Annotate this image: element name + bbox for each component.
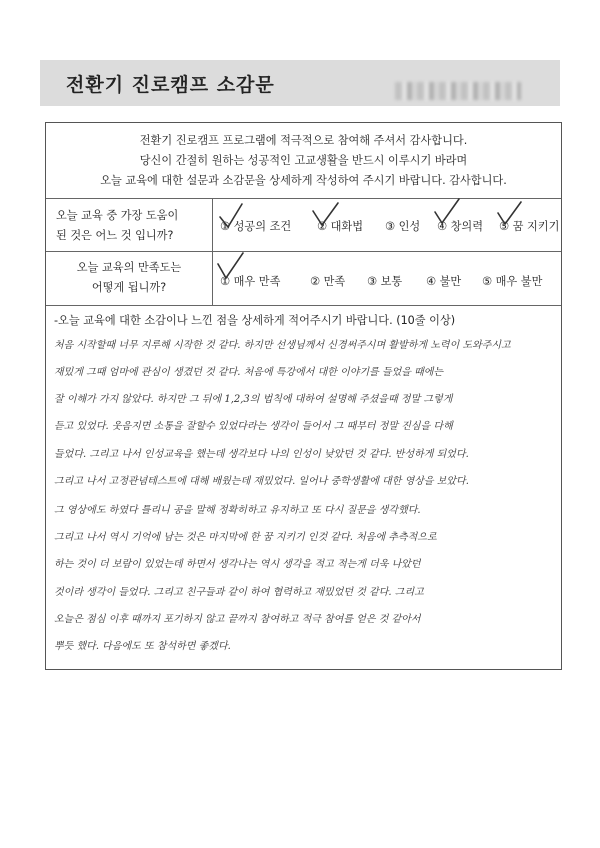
intro-line: 당신이 간절히 원하는 성공적인 고교생활을 반드시 이루시기 바라며	[139, 154, 468, 167]
handwritten-line: 그리고 나서 고정관념테스트에 대해 배웠는데 재밌었다. 일어나 중학생활에 대한 영상을 보았다.	[54, 476, 469, 487]
option-satisfied[interactable]: ② 만족	[310, 275, 346, 288]
handwritten-line: 것이라 생각이 들었다. 그리고 친구들과 같이 하여 협력하고 재밌었던 것 같다. 그리고	[54, 587, 424, 598]
answer-cell	[214, 251, 561, 305]
intro-line: 오늘 교육에 대한 설문과 소감문을 상세하게 작성하여 주시기 바랍니다. 감사합니다.	[100, 174, 507, 187]
question-text: 어떻게 됩니까?	[91, 281, 167, 294]
essay-prompt: -오늘 교육에 대한 소감이나 느낀 점을 상세하게 적어주시기 바랍니다. (10줄 이상)	[54, 314, 456, 327]
handwritten-line: 뿌듯 했다. 다음에도 또 참석하면 좋겠다.	[54, 641, 231, 652]
option-conversation[interactable]: ② 대화법	[317, 220, 364, 233]
page-title: 전환기 진로캠프 소감문	[66, 74, 275, 96]
question-row-helpful	[46, 199, 561, 252]
option-very-dissatisfied[interactable]: ⑤ 매우 불만	[482, 275, 543, 288]
question-text: 오늘 교육 중 가장 도움이	[56, 209, 179, 222]
survey-form	[45, 122, 562, 670]
check-mark-icon	[432, 197, 462, 227]
question-text: 오늘 교육의 만족도는	[76, 261, 182, 274]
question-row-satisfaction	[46, 251, 561, 306]
check-mark-icon	[216, 201, 246, 231]
intro-line: 전환기 진로캠프 프로그램에 적극적으로 참여해 주셔서 감사합니다.	[139, 134, 468, 147]
check-mark-icon	[310, 199, 340, 229]
handwritten-line: 처음 시작할때 너무 지루해 시작한 것 같다. 하지만 선생님께서 신경써주시며 활발하게 노력이 도와주시고	[54, 340, 511, 351]
option-neutral[interactable]: ③ 보통	[367, 275, 403, 288]
check-mark-icon	[494, 199, 524, 229]
handwritten-line: 하는 것이 더 보람이 있었는데 하면서 생각나는 역시 생각을 적고 적는게 더욱 나았던	[54, 559, 421, 570]
check-mark-icon	[214, 251, 246, 283]
intro-box	[46, 123, 561, 199]
answer-cell	[214, 199, 561, 251]
question-cell	[46, 251, 213, 305]
handwritten-line: 들었다. 그리고 나서 인성교육을 했는데 생각보다 나의 인성이 낮았던 것 같다. 반성하게 되었다.	[54, 449, 469, 460]
handwritten-line: 듣고 있었다. 웃음지면 소통을 잘할수 있었다라는 생각이 들어서 그 때부터 정말 진심을 다해	[54, 421, 453, 432]
option-very-satisfied[interactable]: ① 매우 만족	[220, 275, 281, 288]
redacted-name	[395, 82, 521, 100]
handwritten-line: 재밌게 그때 엄마에 관심이 생겼던 것 같다. 처음에 특강에서 대한 이야기를 들었을 때에는	[54, 367, 444, 378]
option-character[interactable]: ③ 인성	[385, 220, 421, 233]
option-dissatisfied[interactable]: ④ 불만	[426, 275, 462, 288]
option-creativity[interactable]: ④ 창의력	[437, 220, 484, 233]
question-cell	[46, 199, 213, 251]
handwritten-line: 오늘은 점심 이후 때까지 포기하지 않고 끝까지 참여하고 적극 참여를 얻은 것 같아서	[54, 614, 421, 625]
handwritten-line: 그리고 나서 역시 기억에 남는 것은 마지막에 한 꿈 지키기 인것 같다. 처음에 추측적으로	[54, 532, 437, 543]
option-keep-dreams[interactable]: ⑤ 꿈 지키기	[499, 220, 560, 233]
question-text: 된 것은 어느 것 입니까?	[56, 229, 174, 242]
handwritten-line: 잘 이해가 가지 않았다. 하지만 그 뒤에 1,2,3의 법칙에 대하여 설명해 주셨을때 정말 그렇게	[54, 394, 453, 405]
handwritten-line: 그 영상에도 하였다 틀리니 공을 말해 정확히하고 유지하고 또 다시 질문을 생각했다.	[54, 505, 421, 516]
option-success-conditions[interactable]: ① 성공의 조건	[220, 220, 292, 233]
